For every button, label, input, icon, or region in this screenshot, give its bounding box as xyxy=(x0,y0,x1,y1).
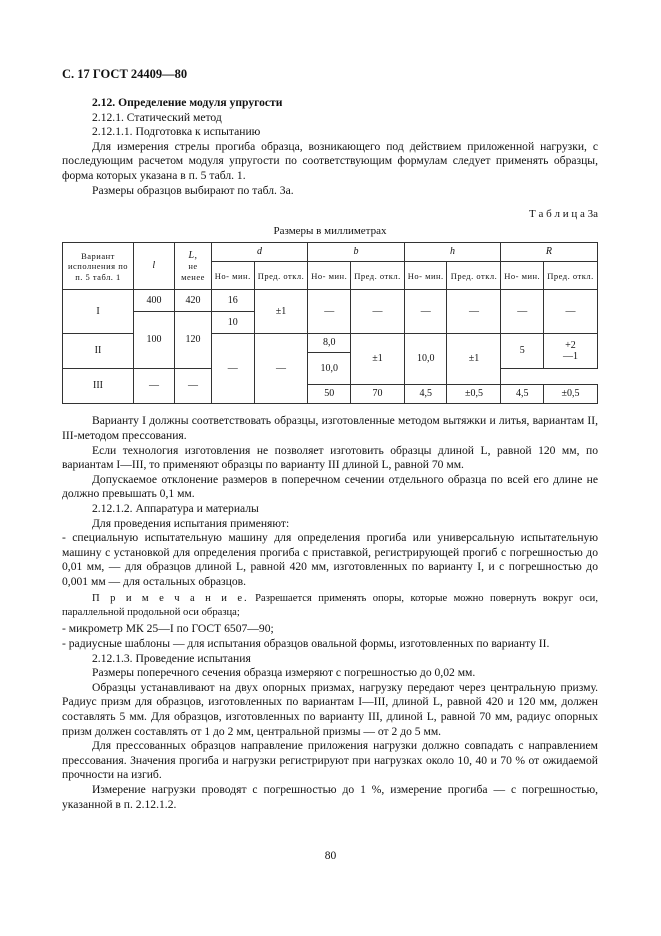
paragraph: Для измерения стрелы прогиба образца, возникающего под действием приложенной нагрузки, с последующим расчетом модуля упругости по соответствующим формулам следует применять образцы, форма которых указана в п. 5 табл. 1. xyxy=(62,139,598,182)
cell-variant: I xyxy=(63,290,134,334)
section-title: 2.12. Определение модуля упругости xyxy=(92,96,283,109)
document-body xyxy=(62,96,598,812)
paragraph: Для проведения испытания применяют: xyxy=(92,516,290,530)
cell-d-deviation: ±1 xyxy=(254,290,308,334)
paragraph: Измерение нагрузки проводят с погрешностью до 1 %, измерение прогиба — с погрешностью, указанной в п. 2.12.1.2. xyxy=(62,783,598,811)
cell-h-nominal: 4,5 xyxy=(501,385,544,404)
paragraph: Размеры образцов выбирают по табл. 3а. xyxy=(92,183,294,197)
cell-l: 400 xyxy=(134,290,175,312)
cell-R-nominal: — xyxy=(134,369,175,404)
cell-h-deviation: ±1 xyxy=(447,334,501,385)
subheader-nominal: Но- мин. xyxy=(404,262,447,290)
cell-b-nominal: 4,5 xyxy=(404,385,447,404)
paragraph: Если технология изготовления не позволяет изготовить образцы длиной L, равной 120 мм, по вариантам I—III, то применяют образцы по варианту III длиной L, равной 70 мм. xyxy=(62,443,598,472)
paragraph: 2.12.1.3. Проведение испытания xyxy=(92,651,251,665)
cell-h-deviation: ±0,5 xyxy=(543,385,597,404)
L-note: не менее xyxy=(181,261,205,282)
cell-L: 70 xyxy=(350,385,404,404)
paragraph: 2.12.1. Статический метод xyxy=(92,110,222,124)
cell-variant: III xyxy=(63,369,134,404)
subheader-deviation: Пред. откл. xyxy=(447,262,501,290)
cell-l: 100 xyxy=(134,312,175,369)
paragraph: - специальную испытательную машину для определения прогиба или универсальную испытательную машину с установкой для определения прогиба с приставкой, регистрирующей прогиб с погрешностью до 0,01 мм, — для образцов длиной L, равной 420 мм, изготовленных по варианту I, и с погрешностью до 0,001 мм — для остальных образцов. xyxy=(62,531,598,588)
cell-l: 50 xyxy=(308,385,351,404)
paragraph: - микрометр МК 25—I по ГОСТ 6507—90; xyxy=(62,622,274,636)
table-subtitle: Размеры в миллиметрах xyxy=(273,224,387,237)
paragraph: Образцы устанавливают на двух опорных призмах, нагрузку передают через центральную призму. Радиус призм для образцов, изготовленных по вариантам I—III, длиной L, равной 420 и 120 мм, должен составлять 5 мм. Для образцов, изготовленных по варианту III, длиной L, равной 70 мм, радиус опорных призм должен составлять от 1 до 2 мм, центральной призмы — от 2 до 5 мм. xyxy=(62,680,598,738)
cell-b-nominal: 8,0 xyxy=(308,334,351,353)
cell-R-nominal: — xyxy=(501,290,544,334)
page-header: С. 17 ГОСТ 24409—80 xyxy=(62,67,188,81)
table-caption: Т а б л и ц а 3а xyxy=(529,208,598,221)
table-row xyxy=(63,290,598,312)
note-label: П р и м е ч а н и е. xyxy=(92,593,249,605)
col-header-variant: Вариант исполнения по п. 5 табл. 1 xyxy=(63,243,134,290)
cell-b-nominal: 10,0 xyxy=(308,353,351,385)
cell-h-deviation: — xyxy=(447,290,501,334)
cell-variant: II xyxy=(63,334,134,369)
cell-d-deviation: — xyxy=(254,334,308,404)
paragraph: 2.12.1.1. Подготовка к испытанию xyxy=(92,125,261,139)
L-symbol: L, xyxy=(188,249,198,261)
note xyxy=(62,592,598,619)
R-deviation-minus: —1 xyxy=(562,351,578,363)
cell-R-deviation: — xyxy=(543,290,597,334)
col-header-L xyxy=(175,243,212,290)
subheader-nominal: Но- мин. xyxy=(212,262,255,290)
col-header-d: d xyxy=(212,243,308,262)
note-text: Разрешается применять опоры, которые можно повернуть вокруг оси, параллельной продольной оси образца; xyxy=(62,593,599,618)
cell-R-deviation xyxy=(543,334,597,369)
paragraph: Размеры поперечного сечения образца измеряют с погрешностью до 0,02 мм. xyxy=(92,666,476,680)
cell-d-nominal: — xyxy=(212,334,255,404)
dimensions-table xyxy=(62,242,598,404)
subheader-nominal: Но- мин. xyxy=(308,262,351,290)
paragraph: Для прессованных образцов направление приложения нагрузки должно совпадать с направлением прессования. Значения прогиба и нагрузки регистрируют при нагрузках около 10, 40 и 70 % от ожидаемой прочности на изгиб. xyxy=(62,739,598,782)
subheader-nominal: Но- мин. xyxy=(501,262,544,290)
subheader-deviation: Пред. откл. xyxy=(254,262,308,290)
cell-L: 120 xyxy=(175,312,212,369)
page-number: 80 xyxy=(324,850,337,862)
subheader-deviation: Пред. откл. xyxy=(543,262,597,290)
cell-L: 420 xyxy=(175,290,212,312)
cell-h-nominal: — xyxy=(404,290,447,334)
col-header-R: R xyxy=(501,243,598,262)
cell-d-nominal: 10 xyxy=(212,312,255,334)
cell-b-nominal: — xyxy=(308,290,351,334)
paragraph: - радиусные шаблоны — для испытания образцов овальной формы, изготовленных по варианту II. xyxy=(62,637,550,651)
cell-b-deviation: — xyxy=(350,290,404,334)
paragraph: Допускаемое отклонение размеров в поперечном сечении отдельного образца по всей его длине не должно превышать 0,1 мм. xyxy=(62,472,598,501)
paragraph: 2.12.1.2. Аппаратура и материалы xyxy=(92,501,259,515)
col-header-l: l xyxy=(134,243,175,290)
cell-h-nominal: 10,0 xyxy=(404,334,447,385)
subheader-deviation: Пред. откл. xyxy=(350,262,404,290)
R-deviation-plus: +2 xyxy=(565,340,576,352)
col-header-h: h xyxy=(404,243,500,262)
cell-b-deviation: ±0,5 xyxy=(447,385,501,404)
paragraph: Варианту I должны соответствовать образцы, изготовленные методом вытяжки и литья, вариантам II, III-методом прессования. xyxy=(62,414,598,442)
cell-R-deviation: — xyxy=(175,369,212,404)
col-header-b: b xyxy=(308,243,404,262)
cell-R-nominal: 5 xyxy=(501,334,544,369)
cell-d-nominal: 16 xyxy=(212,290,255,312)
cell-b-deviation: ±1 xyxy=(350,334,404,385)
